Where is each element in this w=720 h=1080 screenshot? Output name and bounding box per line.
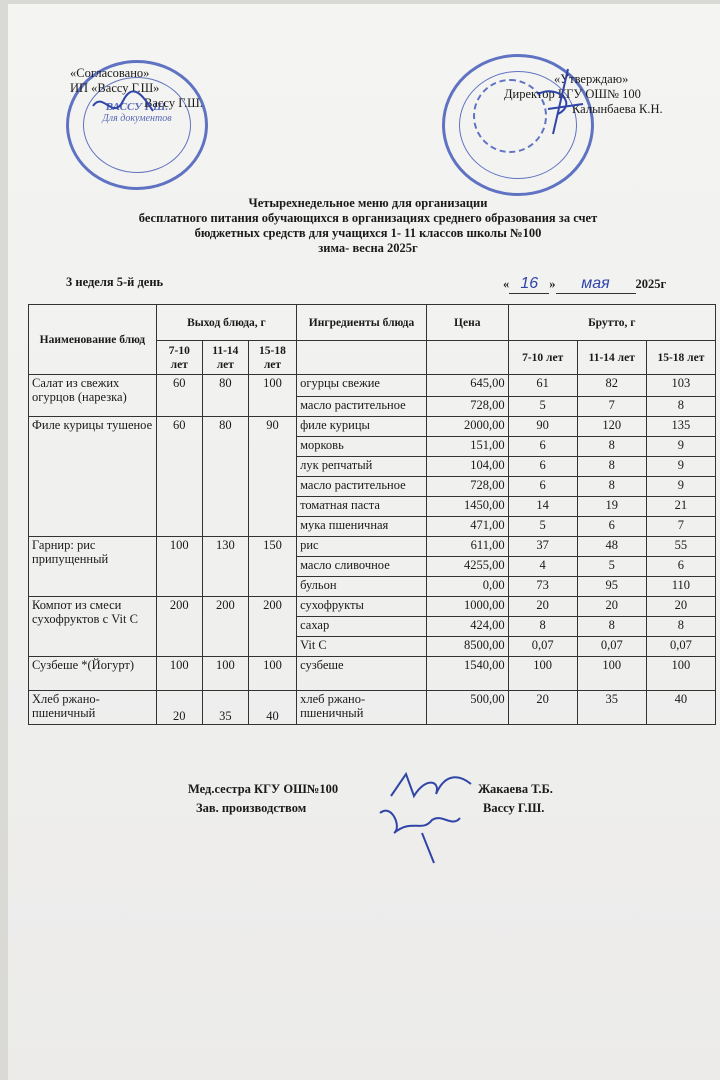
gross-cell: 120: [577, 417, 646, 437]
price-cell: 4255,00: [426, 557, 508, 577]
gross-cell: 8: [646, 617, 715, 637]
dish-name-cell: Компот из смеси сухофруктов с Vit C: [29, 597, 157, 657]
dish-output-cell: 150: [248, 537, 296, 597]
table-row: [29, 691, 716, 725]
price-cell: 1000,00: [426, 597, 508, 617]
gross-cell: 6: [577, 517, 646, 537]
signature-left: [88, 86, 158, 126]
dish-name-cell: Сузбеше *(Йогурт): [29, 657, 157, 691]
gross-cell: 20: [508, 597, 577, 617]
header-gross-age3: 15-18 лет: [646, 341, 715, 375]
gross-cell: 20: [577, 597, 646, 617]
price-cell: 1450,00: [426, 497, 508, 517]
gross-cell: 100: [508, 657, 577, 691]
header-output: Выход блюда, г: [156, 305, 296, 341]
approval-left-line2: ИП «Вассу Г.Ш»: [70, 81, 160, 95]
dish-output-cell: 200: [248, 597, 296, 657]
ingredient-cell: сузбеше: [297, 657, 427, 691]
price-cell: 2000,00: [426, 417, 508, 437]
dish-output-cell: 100: [248, 657, 296, 691]
title-line2: бесплатного питания обучающихся в организациях среднего образования за счет: [138, 211, 598, 225]
price-cell: 8500,00: [426, 637, 508, 657]
price-cell: 151,00: [426, 437, 508, 457]
ingredient-cell: мука пшеничная: [297, 517, 427, 537]
dish-output-cell: 20: [156, 691, 202, 725]
date-line: [503, 275, 666, 294]
approval-left-line3: Вассу Г.Ш.: [144, 96, 203, 110]
ingredient-cell: филе курицы: [297, 417, 427, 437]
gross-cell: 61: [508, 375, 577, 397]
dish-name-cell: Гарнир: рис припущенный: [29, 537, 157, 597]
date-open-quote: «: [503, 277, 510, 291]
ingredient-cell: томатная паста: [297, 497, 427, 517]
ingredient-cell: сахар: [297, 617, 427, 637]
gross-cell: 8: [577, 617, 646, 637]
ingredient-cell: масло растительное: [297, 397, 427, 417]
header-gross: Брутто, г: [508, 305, 715, 341]
dish-output-cell: 100: [248, 375, 296, 417]
price-cell: 611,00: [426, 537, 508, 557]
gross-cell: 9: [646, 477, 715, 497]
ingredient-cell: бульон: [297, 577, 427, 597]
ingredient-cell: рис: [297, 537, 427, 557]
gross-cell: 40: [646, 691, 715, 725]
price-cell: 645,00: [426, 375, 508, 397]
date-day: 16: [509, 275, 549, 294]
dish-output-cell: 200: [156, 597, 202, 657]
document-title: [78, 196, 658, 256]
dish-output-cell: 100: [156, 657, 202, 691]
date-close-quote: »: [549, 277, 556, 291]
gross-cell: 21: [646, 497, 715, 517]
header-price: Цена: [426, 305, 508, 341]
gross-cell: 8: [577, 437, 646, 457]
dish-output-cell: 40: [248, 691, 296, 725]
gross-cell: 5: [577, 557, 646, 577]
dish-output-cell: 100: [156, 537, 202, 597]
dish-output-cell: 130: [202, 537, 248, 597]
gross-cell: 103: [646, 375, 715, 397]
gross-cell: 14: [508, 497, 577, 517]
approval-right-line1: «Утверждаю»: [554, 72, 629, 86]
gross-cell: 100: [577, 657, 646, 691]
dish-output-cell: 80: [202, 417, 248, 537]
dish-output-cell: 35: [202, 691, 248, 725]
header-gross-age1: 7-10 лет: [508, 341, 577, 375]
ingredient-cell: лук репчатый: [297, 457, 427, 477]
gross-cell: 20: [646, 597, 715, 617]
dish-name-cell: Филе курицы тушеное: [29, 417, 157, 537]
dish-output-cell: 80: [202, 375, 248, 417]
signature-chef: [372, 798, 472, 868]
gross-cell: 6: [508, 477, 577, 497]
gross-cell: 37: [508, 537, 577, 557]
stamp-text: ВАССУ Г.Ш.: [105, 101, 169, 113]
gross-cell: 5: [508, 397, 577, 417]
header-output-age1: 7-10 лет: [156, 341, 202, 375]
approval-right-line2: Директор КГУ ОШ№ 100: [504, 87, 641, 101]
ingredient-cell: масло сливочное: [297, 557, 427, 577]
header-ingredients: Ингредиенты блюда: [297, 305, 427, 341]
price-cell: 728,00: [426, 477, 508, 497]
price-cell: 424,00: [426, 617, 508, 637]
ingredient-cell: хлеб ржано-пшеничный: [297, 691, 427, 725]
gross-cell: 4: [508, 557, 577, 577]
nurse-name: Жакаева Т.Б.: [478, 782, 553, 796]
price-cell: 104,00: [426, 457, 508, 477]
dish-name-cell: Хлеб ржано-пшеничный: [29, 691, 157, 725]
date-month: мая: [556, 275, 636, 294]
gross-cell: 90: [508, 417, 577, 437]
title-line4: зима- весна 2025г: [318, 241, 418, 255]
dish-output-cell: 90: [248, 417, 296, 537]
ingredient-cell: Vit C: [297, 637, 427, 657]
gross-cell: 73: [508, 577, 577, 597]
title-line3: бюджетных средств для учащихся 1- 11 классов школы №100: [194, 226, 542, 240]
price-cell: 471,00: [426, 517, 508, 537]
gross-cell: 6: [508, 437, 577, 457]
header-price-blank: [426, 341, 508, 375]
table-row: [29, 375, 716, 397]
gross-cell: 135: [646, 417, 715, 437]
gross-cell: 8: [577, 457, 646, 477]
gross-cell: 82: [577, 375, 646, 397]
chef-role: Зав. производством: [196, 801, 307, 815]
title-line1: Четырехнедельное меню для организации: [248, 196, 488, 210]
table-row: [29, 537, 716, 557]
dish-output-cell: 60: [156, 417, 202, 537]
dish-output-cell: 100: [202, 657, 248, 691]
gross-cell: 0,07: [646, 637, 715, 657]
week-day-label: 3 неделя 5-й день: [66, 275, 164, 289]
gross-cell: 55: [646, 537, 715, 557]
price-cell: 1540,00: [426, 657, 508, 691]
date-year: 2025г: [635, 277, 667, 291]
ingredient-cell: масло растительное: [297, 477, 427, 497]
approval-left-line1: «Согласовано»: [70, 66, 150, 80]
ingredient-cell: морковь: [297, 437, 427, 457]
gross-cell: 100: [646, 657, 715, 691]
price-cell: 0,00: [426, 577, 508, 597]
gross-cell: 8: [508, 617, 577, 637]
gross-cell: 6: [508, 457, 577, 477]
gross-cell: 0,07: [508, 637, 577, 657]
table-row: [29, 417, 716, 437]
dish-output-cell: 200: [202, 597, 248, 657]
gross-cell: 7: [646, 517, 715, 537]
gross-cell: 7: [577, 397, 646, 417]
gross-cell: 19: [577, 497, 646, 517]
price-cell: 728,00: [426, 397, 508, 417]
price-cell: 500,00: [426, 691, 508, 725]
gross-cell: 110: [646, 577, 715, 597]
gross-cell: 48: [577, 537, 646, 557]
gross-cell: 8: [577, 477, 646, 497]
chef-name: Вассу Г.Ш.: [483, 801, 545, 815]
gross-cell: 8: [646, 397, 715, 417]
menu-table: [28, 304, 716, 725]
dish-name-cell: Салат из свежих огурцов (нарезка): [29, 375, 157, 417]
gross-cell: 20: [508, 691, 577, 725]
ingredient-cell: огурцы свежие: [297, 375, 427, 397]
ingredient-cell: сухофрукты: [297, 597, 427, 617]
stamp-subtext: Для документов: [102, 113, 172, 124]
gross-cell: 9: [646, 437, 715, 457]
header-ingredients-blank: [297, 341, 427, 375]
header-dish: Наименование блюд: [29, 305, 157, 375]
header-output-age2: 11-14 лет: [202, 341, 248, 375]
dish-output-cell: 60: [156, 375, 202, 417]
gross-cell: 5: [508, 517, 577, 537]
signature-right: [528, 64, 588, 144]
table-row: [29, 657, 716, 691]
header-gross-age2: 11-14 лет: [577, 341, 646, 375]
nurse-role: Мед.сестра КГУ ОШ№100: [188, 782, 339, 796]
gross-cell: 35: [577, 691, 646, 725]
gross-cell: 95: [577, 577, 646, 597]
table-row: [29, 597, 716, 617]
gross-cell: 6: [646, 557, 715, 577]
gross-cell: 0,07: [577, 637, 646, 657]
gross-cell: 9: [646, 457, 715, 477]
menu-table-body: [29, 375, 716, 725]
approval-right-line3: Калынбаева К.Н.: [572, 102, 663, 116]
header-output-age3: 15-18 лет: [248, 341, 296, 375]
